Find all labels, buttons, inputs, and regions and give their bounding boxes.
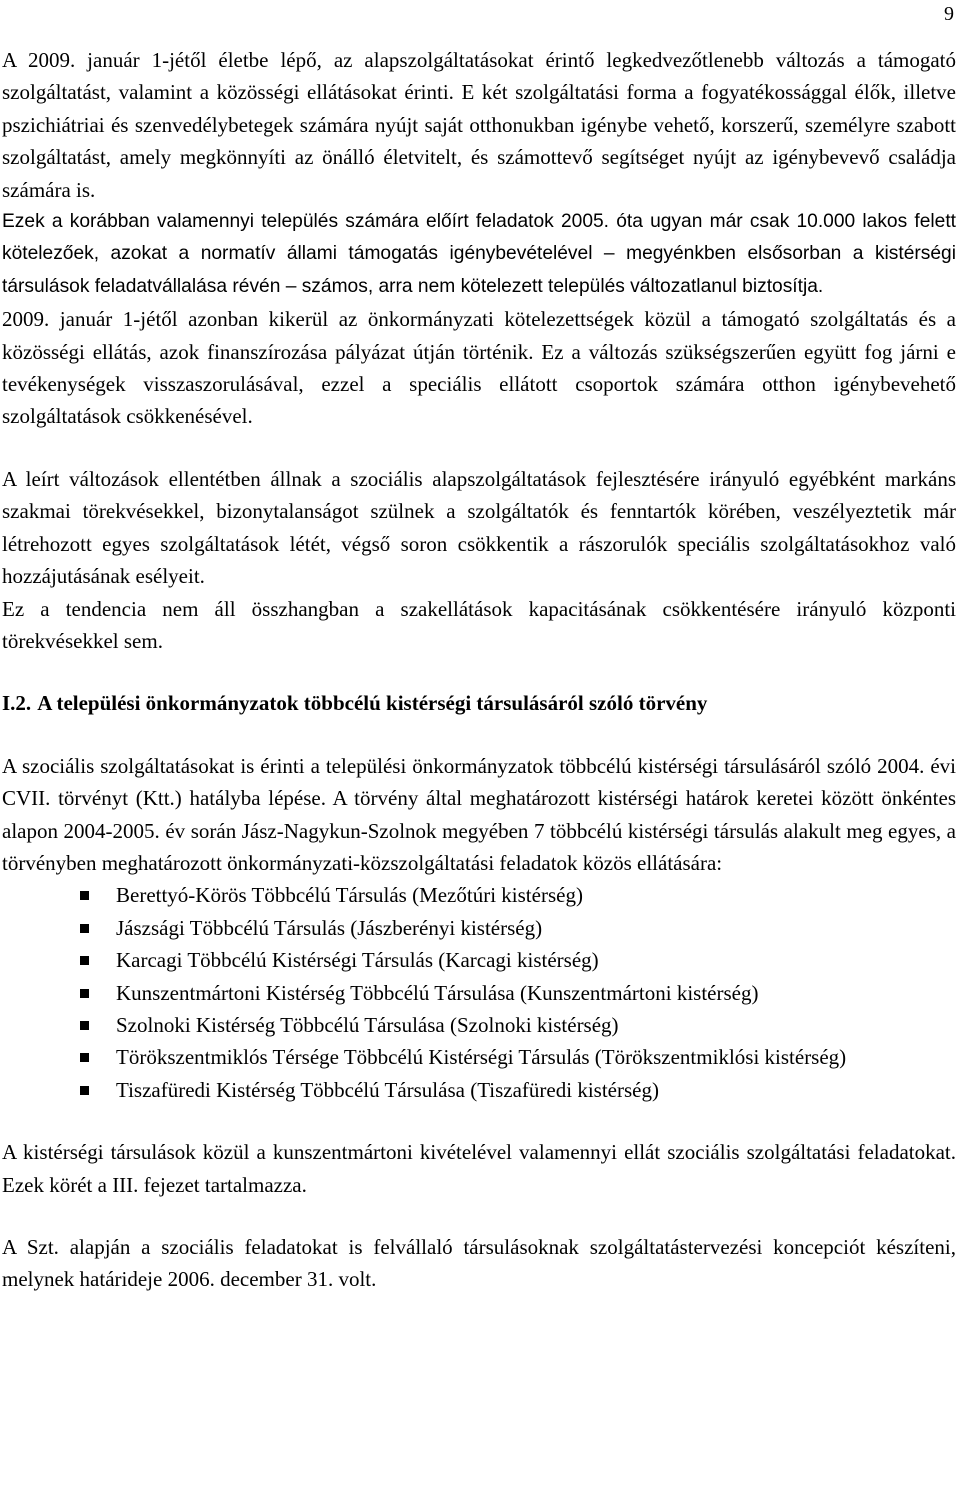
list-item	[80, 912, 956, 944]
association-list	[2, 879, 956, 1106]
document-body	[2, 44, 956, 1296]
list-item	[80, 977, 956, 1009]
square-bullet-icon	[80, 924, 89, 933]
paragraph-after-list: A kistérségi társulások közül a kunszentmártoni kivételével valamennyi ellát szociális szolgáltatási feladatokat. Ezek körét a III. fejezet tartalmazza.	[2, 1140, 956, 1197]
square-bullet-icon	[80, 1021, 89, 1030]
paragraph-changes-1: A leírt változások ellentétben állnak a szociális alapszolgáltatások fejlesztésére irányuló egyébként markáns szakmai törekvésekkel, bizonytalanságot szülnek a szolgáltatók és fenntartók körében, veszélyeztetik már létrehozott egyes szolgáltatások létét, végső soron csökkentik a rászorulók speciális szolgáltatásokhoz való hozzájutásának esélyeit.	[2, 466, 956, 589]
paragraph-intro-2: Ezek a korábban valamennyi település számára előírt feladatok 2005. óta ugyan már csak 10.000 lakos felett kötelezőek, azokat a normatív állami támogatás igénybevételével – megyénkben elsősorban a kistérségi társulások feladatvállalása révén – számos, arra nem kötelezett település változatlanul biztosítja.	[2, 211, 956, 297]
square-bullet-icon	[80, 1086, 89, 1095]
square-bullet-icon	[80, 956, 89, 965]
list-item-text: Karcagi Többcélú Kistérségi Társulás (Karcagi kistérség)	[116, 948, 599, 973]
list-item-text: Kunszentmártoni Kistérség Többcélú Társulása (Kunszentmártoni kistérség)	[116, 980, 759, 1005]
section-title: A települési önkormányzatok többcélú kistérségi társulásáról szóló törvény	[37, 691, 708, 716]
list-item-text: Berettyó-Körös Többcélú Társulás (Mezőtúri kistérség)	[116, 883, 583, 908]
paragraph-law: A szociális szolgáltatásokat is érinti a települési önkormányzatok többcélú kistérségi társulásáról szóló 2004. évi CVII. törvényt (Ktt.) hatályba lépése. A törvény által meghatározott kistérségi határok keretei között önkéntes alapon 2004-2005. év során Jász-Nagykun-Szolnok megyében 7 többcélú kistérségi társulás alakult meg egyes, a törvényben meghatározott önkormányzati-közszolgáltatási feladatok közös ellátására:	[2, 753, 956, 875]
paragraph-gap	[2, 1201, 956, 1231]
paragraph-gap	[2, 433, 956, 463]
square-bullet-icon	[80, 891, 89, 900]
list-item	[80, 1074, 956, 1106]
list-item-text: Tiszafüredi Kistérség Többcélú Társulása (Tiszafüredi kistérség)	[116, 1077, 659, 1102]
section-heading	[2, 687, 956, 719]
list-item-text: Szolnoki Kistérség Többcélú Társulása (Szolnoki kistérség)	[116, 1012, 619, 1037]
paragraph-changes-2: Ez a tendencia nem áll összhangban a szakellátások kapacitásának csökkentésére irányuló központi törekvésekkel sem.	[2, 596, 956, 653]
list-item	[80, 944, 956, 976]
square-bullet-icon	[80, 1053, 89, 1062]
list-item-text: Törökszentmiklós Térsége Többcélú Kistérségi Társulás (Törökszentmiklósi kistérség)	[116, 1045, 847, 1070]
square-bullet-icon	[80, 989, 89, 998]
paragraph-intro-1: A 2009. január 1-jétől életbe lépő, az alapszolgáltatásokat érintő legkedvezőtlenebb változás a támogató szolgáltatást, valamint a közösségi ellátásokat érinti. E két szolgáltatási forma a fogyatékossággal élők, illetve pszichiátriai és szenvedélybetegek számára nyújt saját otthonukban igénybe vehető, korszerű, személyre szabott szolgáltatást, amely megkönnyíti az önálló életvitelt, és számottevő segítséget nyújt az igénybevevő családja számára is.	[2, 48, 956, 202]
paragraph-intro-3: 2009. január 1-jétől azonban kikerül az önkormányzati kötelezettségek közül a támogató szolgáltatás és a közösségi ellátás, azok finanszírozása pályázat útján történik. Ez a változás szükségszerűen együtt fog járni e tevékenységek visszaszorulásával, ezzel a speciális ellátott csoportok számára otthon igénybevehető szolgáltatások csökkenésével.	[2, 307, 956, 429]
paragraph-gap	[2, 720, 956, 750]
list-item	[80, 1041, 956, 1073]
section-number: I.2.	[2, 691, 32, 716]
list-item	[80, 1009, 956, 1041]
paragraph-final: A Szt. alapján a szociális feladatokat is felvállaló társulásoknak szolgáltatástervezési koncepciót készíteni, melynek határideje 2006. december 31. volt.	[2, 1235, 956, 1292]
list-item	[80, 879, 956, 911]
paragraph-gap	[2, 1106, 956, 1136]
paragraph-gap	[2, 657, 956, 687]
page-number: 9	[944, 3, 954, 25]
list-item-text: Jászsági Többcélú Társulás (Jászberényi kistérség)	[116, 915, 543, 940]
